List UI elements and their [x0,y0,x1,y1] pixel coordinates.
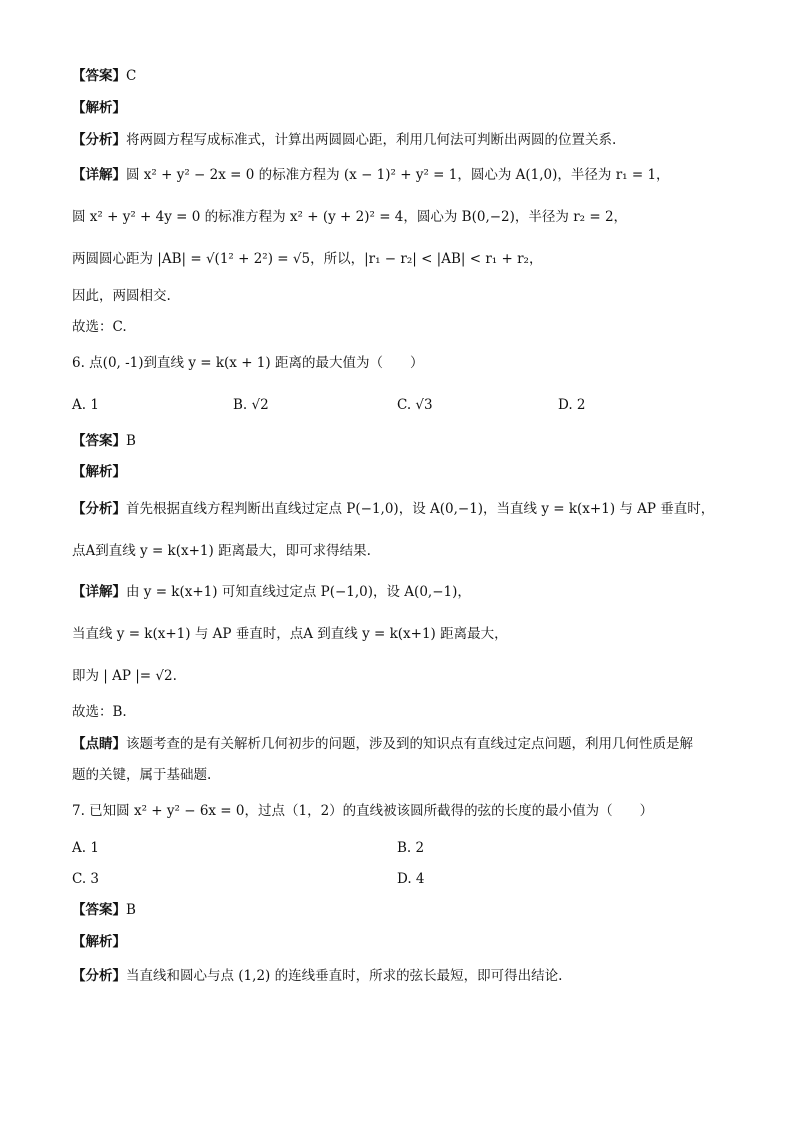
fenxi-text: 点A到直线 y = k(x+1) 距离最大，即可求得结果. [72,543,371,559]
choose-text: 故选：B. [72,704,127,720]
q7-stem [72,802,734,820]
question-stem: 7. 已知圆 x² + y² − 6x = 0，过点（1，2）的直线被该圆所截得的弦的长度的最小值为（ ） [72,803,654,819]
answer-tag: 【答案】 [72,68,126,84]
detail-tag: 【详解】 [72,167,126,183]
q5-detail-4 [72,287,734,305]
analysis-tag: 【解析】 [72,464,126,480]
choose-text: 故选：C. [72,319,127,335]
q6-choose [72,703,734,721]
q6-detail-2 [72,625,734,643]
analysis-tag: 【解析】 [72,934,126,950]
q6-option-d: D. 2 [558,397,586,413]
q6-detail-3 [72,667,734,685]
q6-option-b: B. √2 [233,397,269,413]
q7-answer-line [72,901,734,919]
q5-answer-line [72,67,734,85]
answer-tag: 【答案】 [72,433,126,449]
q7-option-c: C. 3 [72,871,100,887]
fenxi-tag: 【分析】 [72,501,126,517]
q6-dianjing-1 [72,735,734,753]
question-stem: 6. 点(0, -1)到直线 y = k(x + 1) 距离的最大值为（ ） [72,355,424,371]
q6-option-a: A. 1 [72,397,99,413]
detail-tag: 【详解】 [72,584,126,600]
q7-option-a: A. 1 [72,840,99,856]
detail-text: 即为 | AP |= √2. [72,668,177,684]
q7-option-b: B. 2 [397,840,425,856]
detail-text: 当直线 y = k(x+1) 与 AP 垂直时，点A 到直线 y = k(x+1) 距离最大， [72,626,508,642]
q6-fenxi-1 [72,500,734,518]
q5-detail-1 [72,166,734,184]
q5-detail-2 [72,208,734,226]
q5-choose [72,318,734,336]
q5-detail-3 [72,250,734,268]
answer-value: C [126,68,137,84]
detail-text: 圆 x² + y² − 2x = 0 的标准方程为 (x − 1)² + y² = 1，圆心为 A(1,0)，半径为 r₁ = 1， [126,167,670,183]
answer-value: B [126,433,136,449]
fenxi-text: 首先根据直线方程判断出直线过定点 P(−1,0)，设 A(0,−1)，当直线 y = k(x+1) 与 AP 垂直时， [126,501,715,517]
q7-fenxi [72,967,734,985]
dianjing-tag: 【点睛】 [72,736,126,752]
dianjing-text: 题的关键，属于基础题. [72,767,212,783]
answer-value: B [126,902,136,918]
q6-answer-line [72,432,734,450]
fenxi-text: 将两圆方程写成标准式，计算出两圆圆心距，利用几何法可判断出两圆的位置关系. [126,132,617,148]
detail-text: 由 y = k(x+1) 可知直线过定点 P(−1,0)，设 A(0,−1)， [126,584,471,600]
answer-tag: 【答案】 [72,902,126,918]
detail-text: 圆 x² + y² + 4y = 0 的标准方程为 x² + (y + 2)² = 4，圆心为 B(0,−2)，半径为 r₂ = 2， [72,209,628,225]
detail-text: 因此，两圆相交. [72,288,171,304]
q6-stem [72,354,734,372]
q6-fenxi-2 [72,542,734,560]
analysis-tag: 【解析】 [72,100,126,116]
q6-detail-1 [72,583,734,601]
q6-dianjing-2 [72,766,734,784]
q7-analysis-tag [72,933,734,951]
q5-analysis-tag [72,99,734,117]
fenxi-text: 当直线和圆心与点 (1,2) 的连线垂直时，所求的弦长最短，即可得出结论. [126,968,563,984]
dianjing-text: 该题考查的是有关解析几何初步的问题，涉及到的知识点有直线过定点问题，利用几何性质是解 [126,736,693,752]
fenxi-tag: 【分析】 [72,132,126,148]
fenxi-tag: 【分析】 [72,968,126,984]
q6-option-c: C. √3 [397,397,433,413]
q6-analysis-tag [72,463,734,481]
q5-fenxi [72,131,734,149]
q7-option-d: D. 4 [397,871,425,887]
detail-text: 两圆圆心距为 |AB| = √(1² + 2²) = √5，所以，|r₁ − r₂| < |AB| < r₁ + r₂， [72,251,543,267]
